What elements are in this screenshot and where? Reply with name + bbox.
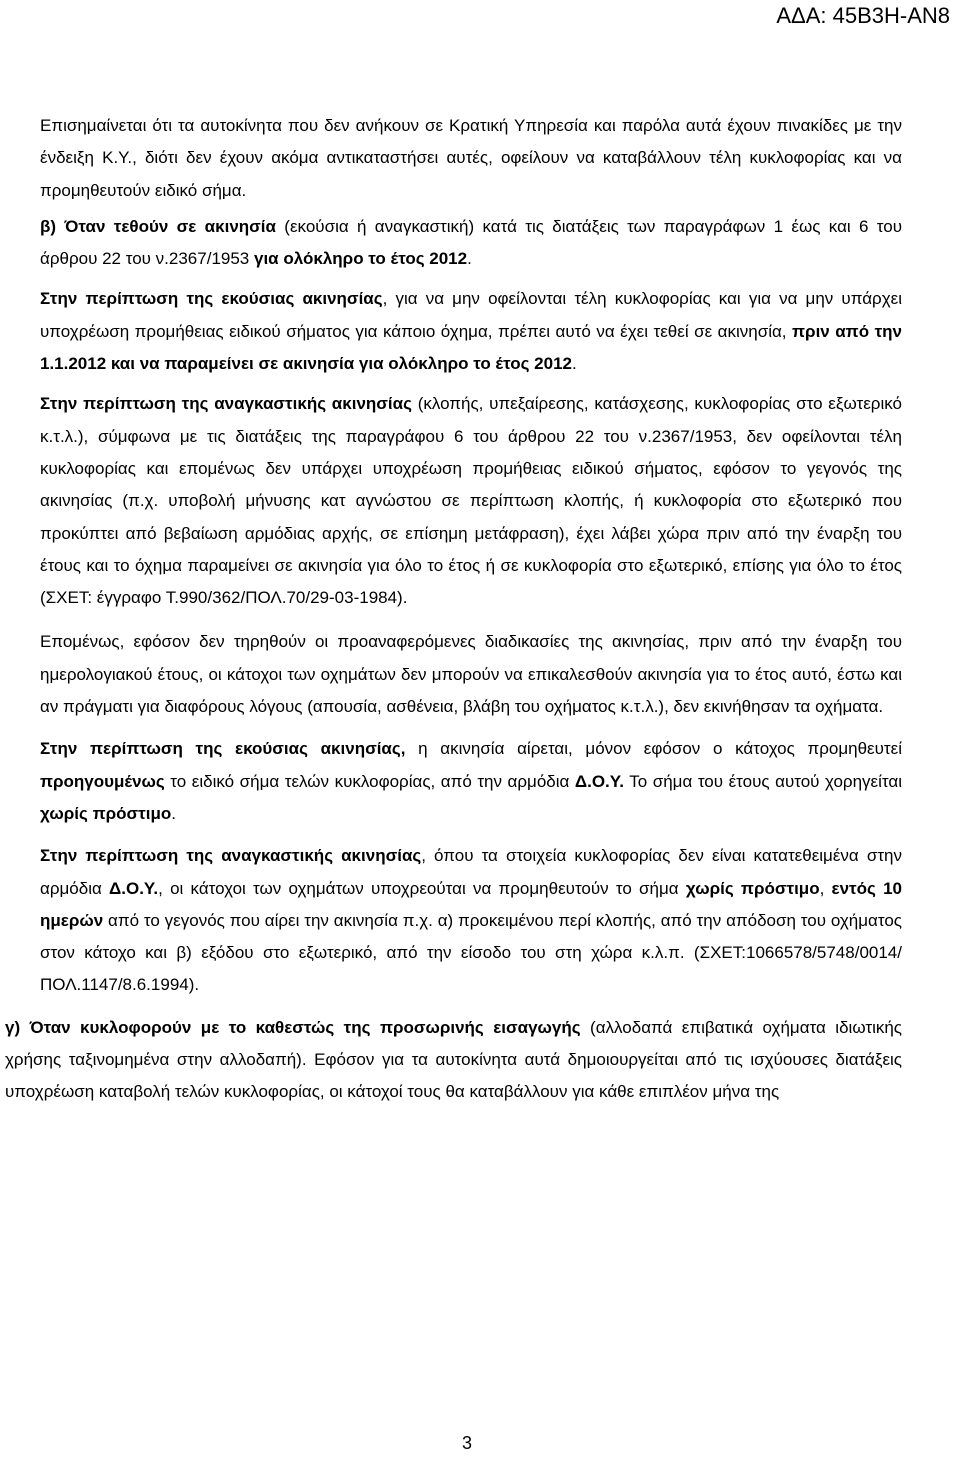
text: η ακινησία αίρεται, μόνον εφόσον ο κάτοχος προμηθευτεί (405, 739, 902, 759)
text: (εκούσια ή αναγκαστική) κατά τις διατάξεις των παραγράφων 1 έως και 6 του άρθρου 22 του ν.2367/1953 (40, 216, 903, 269)
text: . (571, 354, 577, 374)
bold-text: Στην περίπτωση της αναγκαστικής ακινησίας (40, 846, 422, 866)
bold-text: Δ.Ο.Υ. (574, 771, 624, 791)
document-body (5, 110, 903, 1109)
text: , (819, 878, 832, 898)
text: , για να μην οφείλονται τέλη κυκλοφορίας και για να μην υπάρχει υποχρέωση προμήθειας ειδικού σήματος για κάποιο όχημα, πρέπει αυτό να έχει τεθεί σε ακινησία, (40, 289, 902, 341)
paragraph-consequently (40, 626, 902, 723)
text: (αλλοδαπά επιβατικά οχήματα ιδιωτικής χρήσης ταξινομημένα στην αλλοδαπή). Εφόσον για τα αυτοκίνητα αυτά δημοιουργείται από τις ισχύουσες διατάξεις υποχρέωση καταβολή τελών κυκλοφορίας, οι κάτοχοί τους θα καταβάλλουν για κάθε επιπλέον μήνα της (5, 1017, 902, 1102)
bold-text: εντός 10 ημερών (40, 878, 902, 930)
paragraph-c (5, 1012, 902, 1109)
paragraph-b-voluntary (40, 283, 902, 380)
text: από το γεγονός που αίρει την ακινησία π.χ. α) προκειμένου περί κλοπής, από την απόδοση του οχήματος στον κάτοχο και β) εξόδου στο εξωτερικό, από την είσοδο του στη χώρα κ.λ.π. (ΣΧΕΤ:1066578/5748/0014/ΠΟΛ.1147/8.6.1994). (40, 910, 902, 995)
text: . (171, 803, 176, 823)
paragraph-voluntary-lift (40, 733, 902, 830)
paragraph-forced-lift (40, 840, 902, 1001)
paragraph-intro (40, 110, 902, 207)
bold-text: β) Όταν τεθούν σε ακινησία (40, 216, 276, 236)
page-number: 3 (462, 1433, 473, 1453)
bold-text: πριν από την 1.1.2012 και να παραμείνει σε ακινησία για ολόκληρο το έτος 2012 (40, 321, 902, 374)
bold-text: γ) Όταν κυκλοφορούν με το καθεστώς της προσωρινής εισαγωγής (5, 1017, 581, 1037)
text: Επομένως, εφόσον δεν τηρηθούν οι προαναφερόμενες διαδικασίες της ακινησίας, πριν από την έναρξη του ημερολογιακού έτους, οι κάτοχοι των οχημάτων δεν μπορούν να επικαλεσθούν ακινησία για το έτος αυτό, έστω και αν πράγματι για διαφόρους λόγους (απουσία, ασθένεια, βλάβη του οχήματος κ.τ.λ.), δεν εκινήθησαν τα οχήματα. (40, 632, 902, 717)
bold-text: χωρίς πρόστιμο (40, 803, 172, 823)
text: Το σήμα του έτους αυτού χορηγείται (623, 771, 902, 791)
ada-code: ΑΔΑ: 45Β3Η-ΑΝ8 (776, 3, 950, 28)
paragraph-b-forced (40, 388, 902, 614)
bold-text: Δ.Ο.Υ. (109, 878, 159, 898)
text: (κλοπής, υπεξαίρεσης, κατάσχεσης, κυκλοφορίας στο εξωτερικό κ.τ.λ.), σύμφωνα με τις διατάξεις της παραγράφου 6 του άρθρου 22 του ν.2367/1953, δεν οφείλονται τέλη κυκλοφορίας και επομένως δεν υπάρχει υποχρέωση προμήθειας ειδικού σήματος, εφόσον το γεγονός της ακινησίας (π.χ. υποβολή μήνυσης κατ αγνώστου σε περίπτωση κλοπής, ή κυκλοφορία στο εξωτερικό που προκύπτει από βεβαίωση αρμόδιας αρχής, σε επίσημη μετάφραση), έχει λάβει χώρα πριν από την έναρξη του έτους και το όχημα παραμείνει σε ακινησία για όλο το έτος ή σε κυκλοφορία στο εξωτερικό, επίσης για όλο το έτος (ΣΧΕΤ: έγγραφο Τ.990/362/ΠΟΛ.70/29-03-1984). (40, 394, 902, 608)
text: . (467, 249, 472, 269)
bold-text: προηγουμένως (40, 771, 165, 791)
text: Επισημαίνεται ότι τα αυτοκίνητα που δεν ανήκουν σε Κρατική Υπηρεσία και παρόλα αυτά έχουν πινακίδες με την ένδειξη Κ.Υ., διότι δεν έχουν ακόμα αντικαταστήσει αυτές, οφείλουν να καταβάλλουν τέλη κυκλοφορίας και να προμηθευτούν ειδικό σήμα. (40, 116, 902, 200)
bold-text: χωρίς πρόστιμο (685, 878, 820, 898)
paragraph-b (40, 211, 902, 276)
bold-text: Στην περίπτωση της αναγκαστικής ακινησίας (40, 394, 412, 414)
bold-text: Στην περίπτωση της εκούσιας ακινησίας, (40, 739, 406, 759)
text: το ειδικό σήμα τελών κυκλοφορίας, από την αρμόδια (164, 771, 575, 791)
bold-text: για ολόκληρο το έτος 2012 (254, 249, 468, 269)
text: , οι κάτοχοι των οχημάτων υποχρεούται να προμηθευτούν το σήμα (158, 878, 686, 898)
bold-text: Στην περίπτωση της εκούσιας ακινησίας (40, 289, 383, 309)
text: , όπου τα στοιχεία κυκλοφορίας δεν είναι κατατεθειμένα στην αρμόδια (40, 846, 902, 898)
